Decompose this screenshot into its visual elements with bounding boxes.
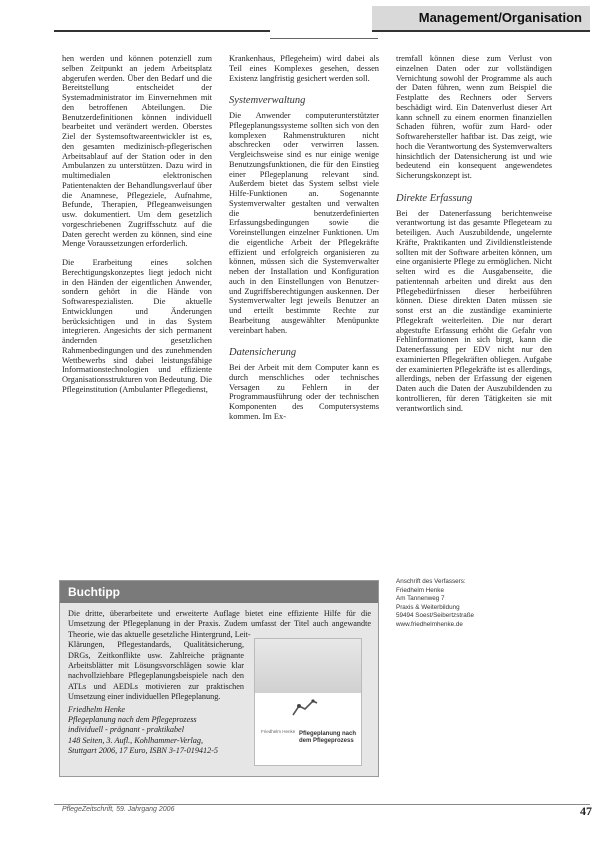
book-tip-heading: Buchtipp bbox=[60, 581, 378, 603]
text-column-3 bbox=[396, 54, 552, 413]
text-column-1 bbox=[62, 54, 212, 395]
address-organisation: Praxis & Weiterbildung bbox=[396, 603, 460, 611]
body-paragraph: tremfall können diese zum Verlust von einzelnen Daten oder zur vollständigen Vernichtung sowohl der Programme als auch der Daten führen, wenn zum Beispiel die Festplatte des Rechners oder Servers beschädigt wird. Ein Datenverlust dieser Art kann schnell zu einem enormen finanziellen Schaden führen, wofür zum Hard- oder Softwarehersteller haftbar ist. Das zeigt, wie hoch die Verantwortung des Systemverwalters hinsichtlich der Datensicherung ist und wie bedeutend ein konsequent angewendetes Sicherungskonzept ist. bbox=[396, 54, 552, 180]
book-publisher: 148 Seiten, 3. Aufl., Kohlhammer-Verlag, bbox=[68, 735, 203, 745]
body-paragraph: Bei der Arbeit mit dem Computer kann es durch menschliches oder technisches Versagen zu Fehlern in der Programmausführung oder der technischen Komponenten des Computersystems kommen. Im Ex- bbox=[229, 363, 379, 421]
body-paragraph: hen werden und können potenziell zum selben Zeitpunkt an jedem Arbeitsplatz abgerufen werden. Über den Bedarf und die Bereitstellung entscheidet der Systemadministrator im Einvernehmen mit den betroffenen Abteilungen. Die Benutzerdefinitionen können individuell bearbeitet und verändert werden. Oberstes Ziel der Systemsoftwareentwickler ist es, den gesamten medizinisch-pflegerischen Arbeitsablauf auf der Station oder in den Ambulanzen zu unterstützen. Dazu wird in multimedialen elektronischen Patientenakten der Behandlungsverlauf über die Anamnese, Pflegeziele, Aufnahme, Befunde, Therapien, Pflegeanweisungen usw. dokumentiert. Um dem gesetzlich vorgeschriebenen Zugriffsschutz auf die Daten gerecht werden zu können, sind eine Menge Voraussetzungen erforderlich. bbox=[62, 54, 212, 249]
header-rule-left bbox=[54, 30, 270, 32]
book-title: Pflegeplanung nach dem Pflegeprozess bbox=[68, 715, 197, 725]
author-address bbox=[396, 578, 586, 630]
book-author: Friedhelm Henke bbox=[68, 704, 126, 714]
page-number: 47 bbox=[580, 804, 592, 818]
body-paragraph: Bei der Datenerfassung berichtenweise verantwortung ist das gesamte Pflegeteam zu beteiligen. Auch Auszubildende, ungelernte Kräfte, Praktikanten und Zivildienstleistende sollten mit der Software arbeiten können, um eine organisierte Pflege zu ermöglichen. Nicht selten wird es die Ausgabenseite, die patientennah arbeiten und direkt aus den Pflegebedürfnissen dieser herbeiführen können. Diese direkten Daten müssen sie sonst erst an die zuständige examinierte Pflegekraft weiterleiten. Die nur derart abgestufte Erfassung erhöht die Gefahr von Fehlinformationen in sich birgt, kann die Datenerfassung per EDV nicht nur den examinierten Pflegekräften obliegen. Aufgabe der examinierten Pflegekräfte ist es allerdings, allerdings, neben der Erfassung der eigenen Daten auch die Daten der Auszubildenden zu kontrollieren, für deren Tätigkeiten sie mit verantwortlich sind. bbox=[396, 208, 552, 413]
book-cover-figure-icon bbox=[289, 697, 321, 719]
book-cover-image bbox=[254, 638, 362, 766]
book-cover-author: Friedhelm Henke bbox=[261, 729, 296, 734]
section-title-rule bbox=[372, 30, 590, 32]
address-street: Am Tannenweg 7 bbox=[396, 595, 445, 603]
footer-rule bbox=[54, 804, 590, 805]
book-isbn: Stuttgart 2006, 17 Euro, ISBN 3-17-019412-5 bbox=[68, 746, 219, 756]
book-subtitle: individuell - prägnant - praktikabel bbox=[68, 725, 184, 735]
subheading-direkte-erfassung: Direkte Erfassung bbox=[396, 192, 473, 204]
book-cover-title: Pflegeplanung nach dem Pflegeprozess bbox=[299, 731, 357, 744]
subheading-datensicherung: Datensicherung bbox=[229, 347, 297, 359]
body-paragraph: Die Erarbeitung eines solchen Berechtigungskonzeptes liegt jedoch nicht in den Händen der eigentlichen Anwender, sondern gehört in die Hände von Softwarespezialisten. Die aktuelle Entwicklungen und Änderungen berücksichtigen und in das System integrieren. Angesichts der sich permanent ändernden gesetzlichen Rahmenbedingungen und des zunehmenden Wettbewerbs sind dabei leistungsfähige Informationstechnologien und effiziente Organisationsstrukturen von Bedeutung. Die Pflegeinstitution (Ambulanter Pflegedienst, bbox=[62, 258, 212, 394]
address-website: www.friedhelmhenke.de bbox=[396, 620, 463, 628]
address-name: Friedhelm Henke bbox=[396, 586, 444, 594]
text-column-2 bbox=[229, 54, 379, 422]
address-label: Anschrift des Verfassers: bbox=[396, 578, 466, 585]
subheading-systemverwaltung: Systemverwaltung bbox=[229, 95, 306, 107]
section-title: Management/Organisation bbox=[372, 6, 590, 30]
address-city: 59494 Soest/Seibertzstraße bbox=[396, 612, 475, 620]
journal-footer: PflegeZeitschrift, 59. Jahrgang 2006 bbox=[62, 806, 175, 813]
book-cover-band bbox=[255, 639, 361, 693]
body-paragraph: Krankenhaus, Pflegeheim) wird dabei als Teil eines Komplexes gesehen, dessen Existenz langfristig gesichert werden soll. bbox=[229, 54, 379, 83]
header-rule-middle bbox=[270, 38, 378, 39]
book-tip-description: Die dritte, überarbeitete und erweiterte Auflage bietet eine effiziente Hilfe für die Umsetzung der Pflegeplanung in der Praxis. Zudem umfasst der Titel auch angewandte Theorie, wie das aktuelle gesetzliche Hintergrund, Leit- bbox=[68, 609, 371, 639]
book-tip-description-continued: Klärungen, Pflegestandards, Qualitätsicherung, DRGs, Zeitkonflikte usw. Zahlreiche prägnante Arbeitsblätter mit Lösungsvorschlägen sowie klar nachvollziehbare Pflegeplanungsbeispiele nach den ATLs und AEDLs motivieren zur praktischen Umsetzung einer individuellen Pflegeplanung. bbox=[68, 640, 244, 702]
body-paragraph: Die Anwender computerunterstützter Pflegeplanungssysteme sollten sich von den komplexen Rahmenstrukturen nicht abschrecken oder verwirren lassen. Vergleichsweise sind es nur einige wenige Benutzungsfunktionen, die für den Einstieg einer Pflegeplanung relevant sind. Außerdem bietet das System selbst viele Hilfe-Funktionen an. Sogenannte Systemverwalter gestalten und verwalten die benutzerdefinierten Erfassungsbedingungen sowie die Voreinstellungen einzelner Funktionen. Um die eigentliche Arbeit der Pflegekräfte effizient und erfolgreich organisieren zu können, müssen sich die Systemverwalter neben der Installation und Konfiguration auch in den Einstellungen von Benutzer- und Zugriffsberechtigungen auskennen. Der Systemverwalter legt jeweils Benutzer an und erteilt bestimmte Rechte zur Bearbeitung ausgewählter Menüpunkte vereinbart haben. bbox=[229, 111, 379, 335]
book-citation bbox=[68, 705, 268, 757]
